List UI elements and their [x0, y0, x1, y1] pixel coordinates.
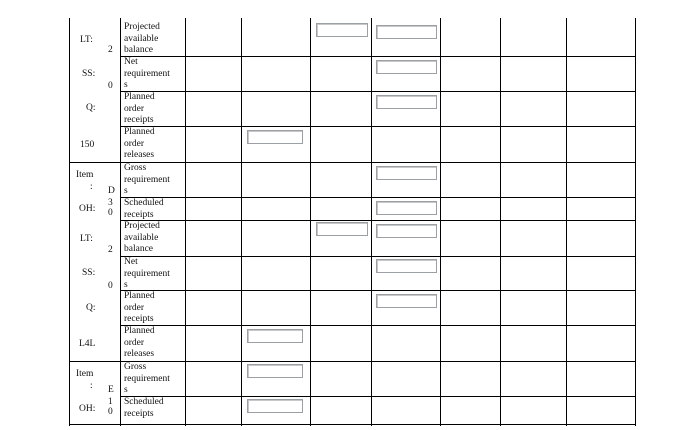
por-week1-input[interactable]: [376, 294, 437, 308]
grid-line: [440, 18, 441, 426]
row-label-scheduled-receipts: Scheduled receipts: [124, 198, 164, 220]
grid-line: [120, 256, 636, 257]
row-label-planned-order-releases: Planned order releases: [124, 127, 155, 160]
sched-rec-week0-input[interactable]: [247, 399, 303, 413]
left-label-colon: :: [90, 381, 93, 391]
row-label-planned-order-receipts: Planned order receipts: [124, 92, 155, 125]
grid-line: [566, 18, 567, 426]
side-value: 0: [108, 281, 113, 291]
row-label-net-requirements: Net requirement s: [124, 257, 170, 290]
net-req-week1-input[interactable]: [376, 259, 437, 273]
row-label-gross-requirements: Gross requirement s: [124, 362, 170, 395]
grid-line: [120, 56, 636, 57]
left-label-oh: OH:: [79, 204, 96, 214]
por-week1-input[interactable]: [376, 95, 437, 109]
left-label-q: Q:: [86, 103, 96, 113]
side-value: 2: [108, 45, 113, 55]
left-label-lt: LT:: [80, 35, 93, 45]
row-label-scheduled-receipts: Scheduled receipts: [124, 397, 164, 419]
gross-req-week0-input[interactable]: [247, 364, 303, 378]
item-id-d: D: [108, 186, 115, 196]
grid-line: [120, 325, 636, 326]
left-label-lotsize: 150: [80, 140, 95, 150]
grid-line: [120, 220, 636, 221]
porel-week0-input[interactable]: [247, 329, 303, 343]
grid-line: [500, 18, 501, 426]
row-label-net-requirements: Net requirement s: [124, 57, 170, 90]
left-label-q: Q:: [86, 303, 96, 313]
grid-line: [69, 424, 636, 425]
row-label-planned-order-releases: Planned order releases: [124, 326, 155, 359]
side-value: 0: [108, 81, 113, 91]
net-req-week1-input[interactable]: [376, 60, 437, 74]
grid-line: [69, 18, 70, 426]
left-label-colon: :: [90, 182, 93, 192]
pab-week1-input[interactable]: [376, 224, 437, 238]
row-label-planned-order-receipts: Planned order receipts: [124, 291, 155, 324]
gross-req-week1-input[interactable]: [376, 166, 437, 180]
side-value: 3: [108, 198, 113, 208]
side-value: 1: [108, 397, 113, 407]
side-value: 0: [108, 407, 113, 417]
grid-line: [120, 197, 636, 198]
pab-week1-input[interactable]: [376, 25, 437, 39]
left-label-item: Item: [76, 170, 94, 180]
porel-week0-input[interactable]: [247, 130, 303, 144]
grid-line: [120, 91, 636, 92]
left-label-lotsize: L4L: [79, 339, 96, 349]
grid-line: [120, 18, 121, 426]
left-label-oh: OH:: [79, 404, 96, 414]
left-label-item: Item: [76, 369, 94, 379]
side-value: 0: [108, 208, 113, 218]
grid-line: [241, 18, 242, 426]
grid-line: [185, 18, 186, 426]
pab-week0-input[interactable]: [316, 23, 368, 37]
sched-rec-week1-input[interactable]: [376, 201, 437, 215]
grid-line: [310, 18, 311, 426]
pab-week0-input[interactable]: [316, 222, 368, 236]
left-label-ss: SS:: [82, 268, 96, 278]
left-label-ss: SS:: [82, 69, 96, 79]
grid-line: [120, 126, 636, 127]
row-label-gross-requirements: Gross requirement s: [124, 163, 170, 196]
row-label-projected-available-balance: Projected available balance: [124, 221, 160, 254]
item-id-e: E: [108, 385, 114, 395]
grid-line: [635, 18, 636, 426]
grid-line: [120, 396, 636, 397]
grid-line: [120, 290, 636, 291]
left-label-lt: LT:: [80, 234, 93, 244]
grid-line: [371, 18, 372, 426]
side-value: 2: [108, 245, 113, 255]
row-label-projected-available-balance: Projected available balance: [124, 22, 160, 55]
